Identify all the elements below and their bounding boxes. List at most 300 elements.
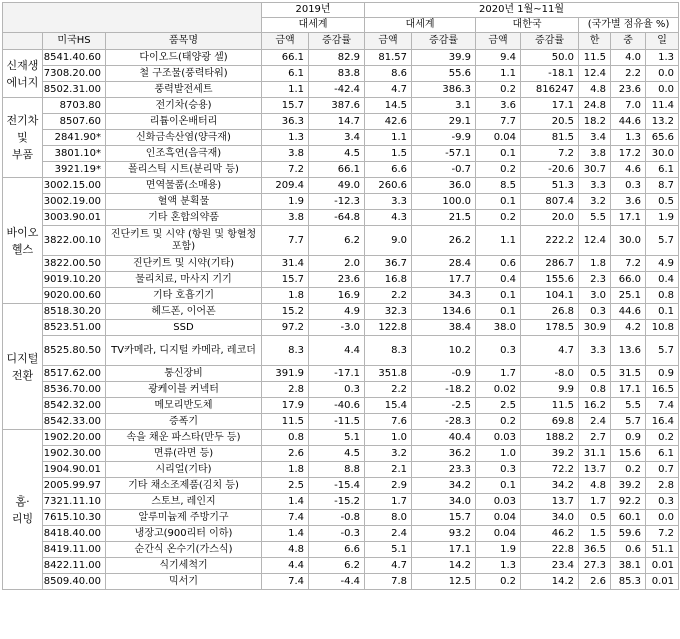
hs-code: 8419.11.00 <box>43 542 106 558</box>
growth-2019: 4.5 <box>309 146 365 162</box>
share-jp: 4.9 <box>646 256 679 272</box>
share-jp: 0.0 <box>646 510 679 526</box>
table-row <box>3 50 679 66</box>
share-cn: 0.2 <box>611 462 646 478</box>
item-name: 진단키트 및 시약(기타) <box>106 256 262 272</box>
growth-2019: -0.3 <box>309 526 365 542</box>
amount-2020: 81.57 <box>365 50 412 66</box>
hs-code: 8536.70.00 <box>43 382 106 398</box>
table-row <box>3 82 679 98</box>
share-jp: 6.1 <box>646 446 679 462</box>
growth-korea: 222.2 <box>521 226 579 256</box>
share-cn: 25.1 <box>611 288 646 304</box>
share-kr: 1.7 <box>579 494 611 510</box>
item-name: 광케이블 커넥터 <box>106 382 262 398</box>
item-name: 풍력발전세트 <box>106 82 262 98</box>
amount-korea: 1.9 <box>476 542 521 558</box>
item-name: 헤드폰, 이어폰 <box>106 304 262 320</box>
amount-2019: 11.5 <box>262 414 309 430</box>
amount-2020: 2.9 <box>365 478 412 494</box>
growth-2020: -57.1 <box>412 146 476 162</box>
growth-2019: 4.4 <box>309 336 365 366</box>
amount-korea: 1.1 <box>476 66 521 82</box>
share-title: (국가별 점유율 %) <box>579 18 679 33</box>
share-cn: 0.6 <box>611 542 646 558</box>
share-kr: 4.8 <box>579 82 611 98</box>
amount-korea: 7.7 <box>476 114 521 130</box>
share-jp: 2.8 <box>646 478 679 494</box>
item-name: 순간식 온수기(가스식) <box>106 542 262 558</box>
table-row <box>3 320 679 336</box>
growth-2019: 16.9 <box>309 288 365 304</box>
share-kr: 2.6 <box>579 574 611 590</box>
col-amount-2019: 금액 <box>262 33 309 50</box>
growth-korea: 50.0 <box>521 50 579 66</box>
amount-2020: 8.3 <box>365 336 412 366</box>
amount-2020: 7.8 <box>365 574 412 590</box>
share-cn: 2.2 <box>611 66 646 82</box>
col-share-cn: 중 <box>611 33 646 50</box>
growth-korea: -18.1 <box>521 66 579 82</box>
growth-2020: 100.0 <box>412 194 476 210</box>
col-amount-korea: 금액 <box>476 33 521 50</box>
amount-korea: 0.6 <box>476 256 521 272</box>
growth-korea: 39.2 <box>521 446 579 462</box>
table-row <box>3 146 679 162</box>
growth-2020: 40.4 <box>412 430 476 446</box>
share-kr: 36.5 <box>579 542 611 558</box>
table-row <box>3 178 679 194</box>
table-row <box>3 494 679 510</box>
share-kr: 4.8 <box>579 478 611 494</box>
hs-code: 8502.31.00 <box>43 82 106 98</box>
share-cn: 85.3 <box>611 574 646 590</box>
growth-korea: 13.7 <box>521 494 579 510</box>
amount-korea: 0.2 <box>476 162 521 178</box>
table-row <box>3 256 679 272</box>
share-cn: 17.1 <box>611 210 646 226</box>
share-kr: 3.3 <box>579 336 611 366</box>
share-jp: 0.01 <box>646 558 679 574</box>
amount-2020: 8.6 <box>365 66 412 82</box>
table-row <box>3 446 679 462</box>
category-label: 디지털 전환 <box>3 304 43 430</box>
growth-korea: 46.2 <box>521 526 579 542</box>
share-kr: 3.0 <box>579 288 611 304</box>
world-label: 대세계 <box>262 18 365 33</box>
growth-2020: 39.9 <box>412 50 476 66</box>
amount-2019: 1.4 <box>262 494 309 510</box>
amount-2019: 36.3 <box>262 114 309 130</box>
growth-2019: -64.8 <box>309 210 365 226</box>
table-row <box>3 304 679 320</box>
growth-korea: 11.5 <box>521 398 579 414</box>
amount-2020: 1.7 <box>365 494 412 510</box>
hs-code: 8525.80.50 <box>43 336 106 366</box>
hs-code: 8542.32.00 <box>43 398 106 414</box>
table-row <box>3 130 679 146</box>
share-kr: 2.3 <box>579 272 611 288</box>
growth-2020: 14.2 <box>412 558 476 574</box>
share-jp: 16.4 <box>646 414 679 430</box>
amount-korea: 1.0 <box>476 446 521 462</box>
item-name: 리튬이온배터리 <box>106 114 262 130</box>
hs-code: 7615.10.30 <box>43 510 106 526</box>
share-jp: 11.4 <box>646 98 679 114</box>
amount-2020: 122.8 <box>365 320 412 336</box>
table-row <box>3 462 679 478</box>
growth-korea: 69.8 <box>521 414 579 430</box>
growth-korea: 51.3 <box>521 178 579 194</box>
share-jp: 0.2 <box>646 430 679 446</box>
category-label: 바이오 헬스 <box>3 178 43 304</box>
growth-2019: 3.4 <box>309 130 365 146</box>
growth-korea: 20.0 <box>521 210 579 226</box>
share-jp: 1.9 <box>646 210 679 226</box>
share-cn: 7.2 <box>611 256 646 272</box>
item-name: 철 구조물(풍력타워) <box>106 66 262 82</box>
share-cn: 17.1 <box>611 382 646 398</box>
growth-2019: -0.8 <box>309 510 365 526</box>
share-kr: 3.3 <box>579 178 611 194</box>
share-cn: 30.0 <box>611 226 646 256</box>
amount-2019: 97.2 <box>262 320 309 336</box>
table-row <box>3 526 679 542</box>
growth-korea: 188.2 <box>521 430 579 446</box>
table-row <box>3 114 679 130</box>
amount-2019: 7.4 <box>262 510 309 526</box>
amount-korea: 0.2 <box>476 574 521 590</box>
share-kr: 11.5 <box>579 50 611 66</box>
growth-2019: 2.0 <box>309 256 365 272</box>
amount-korea: 38.0 <box>476 320 521 336</box>
growth-korea: 807.4 <box>521 194 579 210</box>
growth-korea: 286.7 <box>521 256 579 272</box>
amount-2020: 15.4 <box>365 398 412 414</box>
share-kr: 30.7 <box>579 162 611 178</box>
hs-code: 2841.90* <box>43 130 106 146</box>
item-name: 식기세척기 <box>106 558 262 574</box>
growth-2020: -28.3 <box>412 414 476 430</box>
table-row <box>3 210 679 226</box>
item-name: 면역물품(소매용) <box>106 178 262 194</box>
col-share-kr: 한 <box>579 33 611 50</box>
amount-korea: 0.04 <box>476 526 521 542</box>
period-2020: 2020년 1월~11월 <box>365 3 679 18</box>
growth-korea: 9.9 <box>521 382 579 398</box>
amount-korea: 0.2 <box>476 82 521 98</box>
amount-2020: 36.7 <box>365 256 412 272</box>
amount-2019: 0.8 <box>262 430 309 446</box>
category-label: 전기차 및 부품 <box>3 98 43 178</box>
amount-2020: 1.1 <box>365 130 412 146</box>
share-kr: 2.4 <box>579 414 611 430</box>
amount-2020: 4.3 <box>365 210 412 226</box>
share-kr: 1.5 <box>579 526 611 542</box>
growth-2019: 66.1 <box>309 162 365 178</box>
item-name: 믹서기 <box>106 574 262 590</box>
share-kr: 13.7 <box>579 462 611 478</box>
hs-code: 8418.40.00 <box>43 526 106 542</box>
table-row <box>3 336 679 366</box>
share-kr: 18.2 <box>579 114 611 130</box>
growth-2020: 93.2 <box>412 526 476 542</box>
growth-korea: 178.5 <box>521 320 579 336</box>
share-jp: 8.7 <box>646 178 679 194</box>
period-2019: 2019년 <box>262 3 365 18</box>
amount-2019: 2.8 <box>262 382 309 398</box>
table-row <box>3 398 679 414</box>
share-jp: 0.1 <box>646 304 679 320</box>
share-kr: 12.4 <box>579 226 611 256</box>
item-name: SSD <box>106 320 262 336</box>
share-cn: 60.1 <box>611 510 646 526</box>
growth-2019: 4.9 <box>309 304 365 320</box>
share-kr: 24.8 <box>579 98 611 114</box>
col-amount-2020: 금액 <box>365 33 412 50</box>
amount-2020: 32.3 <box>365 304 412 320</box>
share-jp: 0.5 <box>646 194 679 210</box>
amount-2019: 7.4 <box>262 574 309 590</box>
share-kr: 5.5 <box>579 210 611 226</box>
table-body <box>3 50 679 590</box>
growth-2019: 4.5 <box>309 446 365 462</box>
trade-table <box>2 2 679 590</box>
growth-korea: 22.8 <box>521 542 579 558</box>
growth-korea: 34.0 <box>521 510 579 526</box>
amount-2019: 209.4 <box>262 178 309 194</box>
table-row <box>3 574 679 590</box>
share-cn: 4.6 <box>611 162 646 178</box>
amount-korea: 9.4 <box>476 50 521 66</box>
hs-code: 8517.62.00 <box>43 366 106 382</box>
amount-2019: 31.4 <box>262 256 309 272</box>
growth-2019: -15.4 <box>309 478 365 494</box>
share-cn: 59.6 <box>611 526 646 542</box>
amount-korea: 0.03 <box>476 494 521 510</box>
item-name: 알루미늄제 주방기구 <box>106 510 262 526</box>
growth-2020: 38.4 <box>412 320 476 336</box>
share-jp: 0.3 <box>646 494 679 510</box>
growth-2019: 6.2 <box>309 558 365 574</box>
hs-code: 8542.33.00 <box>43 414 106 430</box>
growth-korea: 816247 <box>521 82 579 98</box>
growth-2019: 23.6 <box>309 272 365 288</box>
hs-code: 7321.11.10 <box>43 494 106 510</box>
amount-korea: 0.1 <box>476 194 521 210</box>
share-cn: 4.2 <box>611 320 646 336</box>
amount-2019: 2.6 <box>262 446 309 462</box>
growth-2020: 12.5 <box>412 574 476 590</box>
amount-2020: 3.3 <box>365 194 412 210</box>
amount-2020: 8.0 <box>365 510 412 526</box>
amount-korea: 0.03 <box>476 430 521 446</box>
growth-korea: 20.5 <box>521 114 579 130</box>
table-row <box>3 366 679 382</box>
table-row <box>3 162 679 178</box>
share-cn: 4.0 <box>611 50 646 66</box>
amount-korea: 0.4 <box>476 272 521 288</box>
growth-2019: 6.2 <box>309 226 365 256</box>
share-jp: 5.7 <box>646 336 679 366</box>
share-kr: 31.1 <box>579 446 611 462</box>
hs-code: 3822.00.10 <box>43 226 106 256</box>
share-jp: 0.8 <box>646 288 679 304</box>
growth-korea: 34.2 <box>521 478 579 494</box>
growth-2020: 26.2 <box>412 226 476 256</box>
growth-2020: 15.7 <box>412 510 476 526</box>
col-growth-2019: 증감률 <box>309 33 365 50</box>
growth-2020: -18.2 <box>412 382 476 398</box>
table-row <box>3 542 679 558</box>
growth-2020: 28.4 <box>412 256 476 272</box>
hs-code: 8422.11.00 <box>43 558 106 574</box>
item-name: 기타 채소조제품(김치 등) <box>106 478 262 494</box>
amount-2020: 5.1 <box>365 542 412 558</box>
share-kr: 12.4 <box>579 66 611 82</box>
amount-korea: 0.3 <box>476 336 521 366</box>
amount-2019: 17.9 <box>262 398 309 414</box>
item-name: 물리치료, 마사지 기기 <box>106 272 262 288</box>
amount-2019: 7.7 <box>262 226 309 256</box>
share-cn: 44.6 <box>611 304 646 320</box>
share-cn: 1.3 <box>611 130 646 146</box>
table-row <box>3 478 679 494</box>
growth-2020: 34.0 <box>412 494 476 510</box>
item-name: TV카메라, 디지털 카메라, 레코더 <box>106 336 262 366</box>
share-cn: 0.9 <box>611 430 646 446</box>
amount-2019: 2.5 <box>262 478 309 494</box>
hs-code: 3002.15.00 <box>43 178 106 194</box>
item-name: 기타 호흡기기 <box>106 288 262 304</box>
amount-korea: 0.04 <box>476 510 521 526</box>
amount-2019: 7.2 <box>262 162 309 178</box>
growth-2020: 134.6 <box>412 304 476 320</box>
amount-2020: 2.2 <box>365 382 412 398</box>
col-hs: 미국HS <box>43 33 106 50</box>
growth-korea: 23.4 <box>521 558 579 574</box>
growth-korea: -20.6 <box>521 162 579 178</box>
amount-korea: 1.3 <box>476 558 521 574</box>
share-cn: 5.5 <box>611 398 646 414</box>
amount-2020: 42.6 <box>365 114 412 130</box>
share-cn: 66.0 <box>611 272 646 288</box>
table-row <box>3 414 679 430</box>
item-name: 시리얼(기타) <box>106 462 262 478</box>
growth-2020: -0.7 <box>412 162 476 178</box>
growth-2019: 14.7 <box>309 114 365 130</box>
growth-2019: -12.3 <box>309 194 365 210</box>
growth-2019: -11.5 <box>309 414 365 430</box>
growth-2019: 387.6 <box>309 98 365 114</box>
item-name: 속을 채운 파스타(만두 등) <box>106 430 262 446</box>
share-jp: 6.1 <box>646 162 679 178</box>
growth-korea: 155.6 <box>521 272 579 288</box>
amount-2019: 1.8 <box>262 462 309 478</box>
item-name: 면류(라면 등) <box>106 446 262 462</box>
amount-korea: 0.3 <box>476 462 521 478</box>
growth-korea: 17.1 <box>521 98 579 114</box>
hs-code: 1902.30.00 <box>43 446 106 462</box>
hs-code: 8523.51.00 <box>43 320 106 336</box>
category-label: 신재생 에너지 <box>3 50 43 98</box>
amount-2019: 1.3 <box>262 130 309 146</box>
share-kr: 0.5 <box>579 510 611 526</box>
col-growth-2020: 증감률 <box>412 33 476 50</box>
growth-2019: -15.2 <box>309 494 365 510</box>
share-jp: 0.0 <box>646 82 679 98</box>
item-name: 다이오드(태양광 셀) <box>106 50 262 66</box>
amount-korea: 1.7 <box>476 366 521 382</box>
amount-2019: 66.1 <box>262 50 309 66</box>
growth-2020: 34.3 <box>412 288 476 304</box>
growth-2019: 49.0 <box>309 178 365 194</box>
amount-2020: 6.6 <box>365 162 412 178</box>
amount-2019: 15.7 <box>262 98 309 114</box>
table-row <box>3 272 679 288</box>
hs-code: 1904.90.01 <box>43 462 106 478</box>
amount-korea: 0.1 <box>476 146 521 162</box>
item-name: 스토브, 레인지 <box>106 494 262 510</box>
growth-2019: 83.8 <box>309 66 365 82</box>
item-name: 폴리스틱 시트(분리막 등) <box>106 162 262 178</box>
hs-code: 8509.40.00 <box>43 574 106 590</box>
share-kr: 0.3 <box>579 304 611 320</box>
hs-code: 3003.90.01 <box>43 210 106 226</box>
hs-code: 1902.20.00 <box>43 430 106 446</box>
share-cn: 23.6 <box>611 82 646 98</box>
growth-2019: -40.6 <box>309 398 365 414</box>
growth-2020: 29.1 <box>412 114 476 130</box>
growth-2019: -42.4 <box>309 82 365 98</box>
share-kr: 2.7 <box>579 430 611 446</box>
share-cn: 5.7 <box>611 414 646 430</box>
hs-code: 3801.10* <box>43 146 106 162</box>
share-cn: 0.3 <box>611 178 646 194</box>
hs-code: 8518.30.20 <box>43 304 106 320</box>
amount-korea: 3.6 <box>476 98 521 114</box>
item-name: 인조흑연(음극재) <box>106 146 262 162</box>
share-jp: 7.4 <box>646 398 679 414</box>
growth-korea: 26.8 <box>521 304 579 320</box>
share-kr: 0.5 <box>579 366 611 382</box>
hs-code: 8541.40.60 <box>43 50 106 66</box>
share-cn: 31.5 <box>611 366 646 382</box>
share-jp: 0.0 <box>646 66 679 82</box>
korea-label: 대한국 <box>476 18 579 33</box>
item-name: 진단키트 및 시약 (항원 및 항혈청 포함) <box>106 226 262 256</box>
table-row <box>3 288 679 304</box>
amount-2020: 7.6 <box>365 414 412 430</box>
share-cn: 3.6 <box>611 194 646 210</box>
hs-code: 9019.10.20 <box>43 272 106 288</box>
amount-2020: 1.5 <box>365 146 412 162</box>
growth-2020: 23.3 <box>412 462 476 478</box>
share-cn: 92.2 <box>611 494 646 510</box>
amount-2019: 391.9 <box>262 366 309 382</box>
table-row <box>3 98 679 114</box>
growth-korea: 7.2 <box>521 146 579 162</box>
share-kr: 3.8 <box>579 146 611 162</box>
share-jp: 0.9 <box>646 366 679 382</box>
hs-code: 8703.80 <box>43 98 106 114</box>
amount-2019: 3.8 <box>262 146 309 162</box>
share-kr: 27.3 <box>579 558 611 574</box>
share-cn: 38.1 <box>611 558 646 574</box>
growth-2020: -9.9 <box>412 130 476 146</box>
amount-2019: 4.4 <box>262 558 309 574</box>
amount-korea: 0.04 <box>476 130 521 146</box>
